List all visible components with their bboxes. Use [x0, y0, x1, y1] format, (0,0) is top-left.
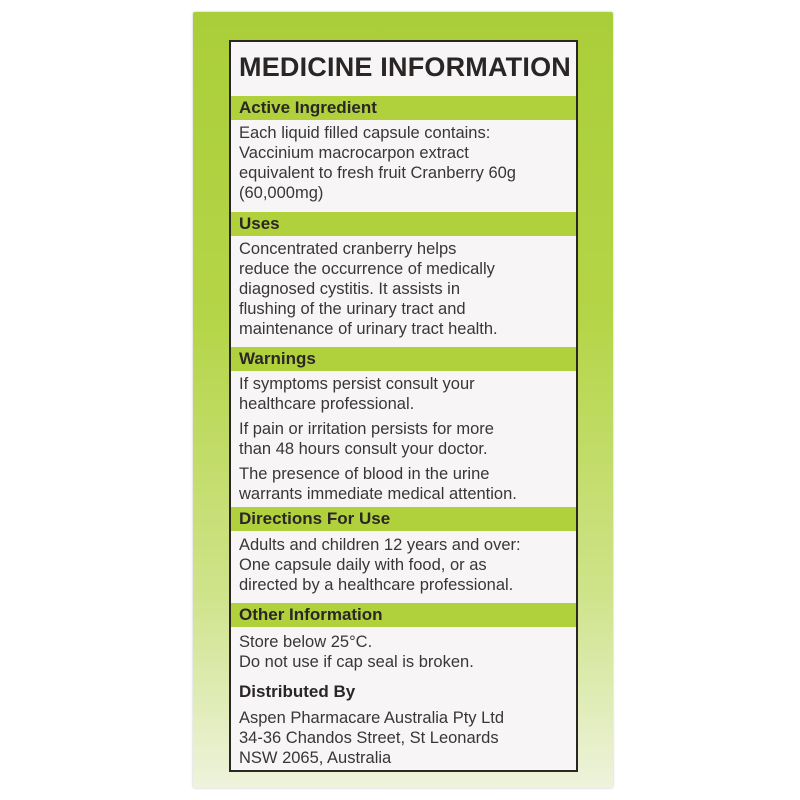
section-body-uses	[239, 239, 574, 339]
text-line: healthcare professional.	[239, 395, 415, 413]
text-line: One capsule daily with food, or as	[239, 556, 487, 574]
product-box	[193, 12, 613, 788]
section-heading-other-information: Other Information	[231, 603, 576, 627]
text-line: Store below 25°C.	[239, 633, 373, 651]
text-line: directed by a healthcare professional.	[239, 576, 514, 594]
section-heading-active-ingredient: Active Ingredient	[231, 96, 576, 120]
text-line: warrants immediate medical attention.	[239, 485, 517, 503]
text-line: NSW 2065, Australia	[239, 749, 392, 767]
text-line: Adults and children 12 years and over:	[239, 536, 521, 554]
text-line: equivalent to fresh fruit Cranberry 60g	[239, 164, 516, 182]
section-heading-warnings: Warnings	[231, 347, 576, 371]
text-line: than 48 hours consult your doctor.	[239, 440, 488, 458]
text-line: Vaccinium macrocarpon extract	[239, 144, 469, 162]
section-heading-directions: Directions For Use	[231, 507, 576, 531]
distributor-heading: Distributed By	[239, 682, 356, 701]
text-line: Concentrated cranberry helps	[239, 240, 457, 258]
text-line: Each liquid filled capsule contains:	[239, 124, 491, 142]
medicine-information-panel	[229, 40, 578, 772]
text-line: diagnosed cystitis. It assists in	[239, 280, 461, 298]
section-body-warnings	[239, 374, 574, 504]
section-body-other-information	[239, 632, 574, 672]
text-line: reduce the occurrence of medically	[239, 260, 495, 278]
text-line: Do not use if cap seal is broken.	[239, 653, 474, 671]
panel-title: MEDICINE INFORMATION	[239, 52, 571, 82]
section-body-directions	[239, 535, 574, 595]
text-line: flushing of the urinary tract and	[239, 300, 466, 318]
distributor-address	[239, 708, 574, 768]
text-line: maintenance of urinary tract health.	[239, 320, 498, 338]
text-line: Aspen Pharmacare Australia Pty Ltd	[239, 709, 505, 727]
text-line: (60,000mg)	[239, 184, 324, 202]
text-line: The presence of blood in the urine	[239, 465, 490, 483]
section-heading-uses: Uses	[231, 212, 576, 236]
text-line: If pain or irritation persists for more	[239, 420, 494, 438]
text-line: If symptoms persist consult your	[239, 375, 475, 393]
section-body-active-ingredient	[239, 123, 574, 203]
text-line: 34-36 Chandos Street, St Leonards	[239, 729, 499, 747]
